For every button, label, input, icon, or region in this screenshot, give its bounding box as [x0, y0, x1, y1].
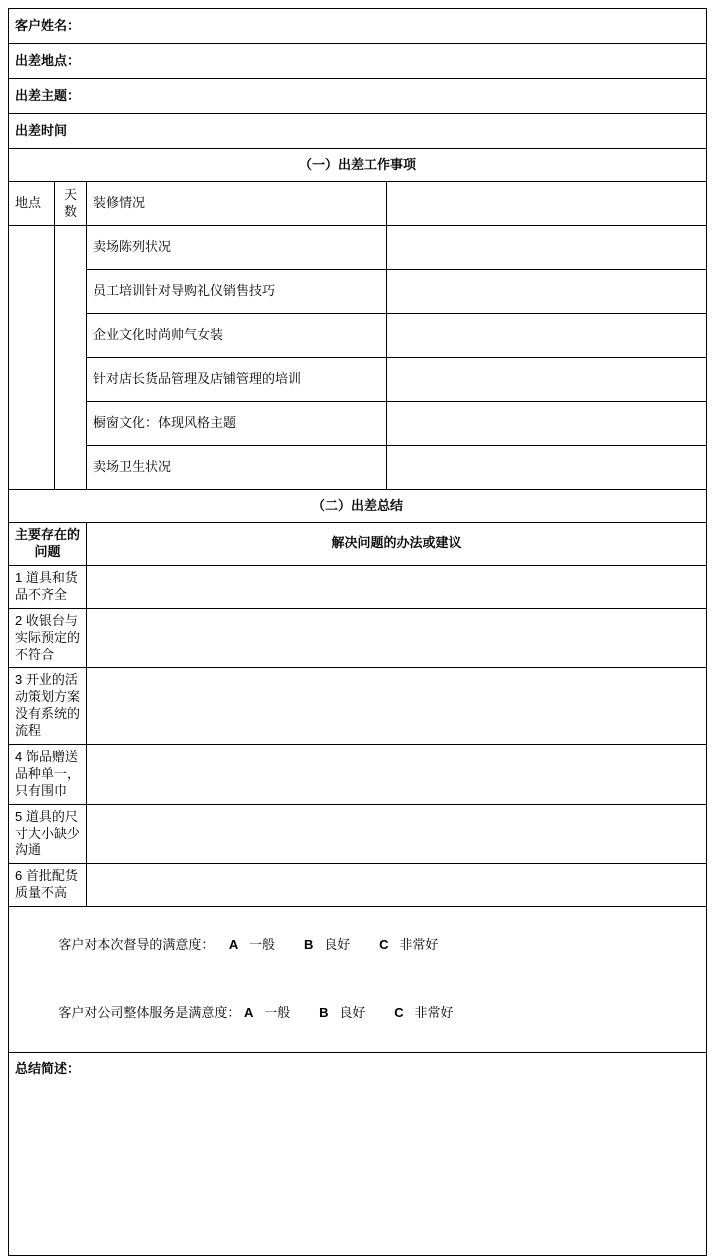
solution-input[interactable] — [87, 745, 707, 805]
section-one-title: （一）出差工作事项 — [9, 149, 707, 182]
field-row-travel-time — [9, 114, 707, 149]
satisfaction-label-supervision: 客户对本次督导的满意度： — [58, 937, 215, 953]
summary-label-row — [9, 1052, 707, 1087]
satisfaction-line-supervision — [15, 911, 700, 979]
summary-header-row — [9, 523, 707, 566]
work-item-row — [9, 182, 707, 226]
section-one-title-row — [9, 149, 707, 182]
work-item-row — [9, 226, 707, 270]
travel-time-label: 出差时间 — [15, 122, 68, 138]
place-input-cell[interactable] — [9, 226, 55, 490]
problem-text: 5 道具的尺寸大小缺少沟通 — [9, 804, 87, 864]
solution-input[interactable] — [87, 668, 707, 745]
work-item-row — [9, 402, 707, 446]
option-text-b[interactable]: 良好 — [324, 937, 351, 953]
problem-text: 3 开业的活动策划方案没有系统的流程 — [9, 668, 87, 745]
solution-input[interactable] — [87, 565, 707, 608]
table-row — [9, 804, 707, 864]
solution-input[interactable] — [87, 864, 707, 907]
work-item-label: 员工培训针对导购礼仪销售技巧 — [87, 270, 387, 314]
section-two-title: （二）出差总结 — [9, 490, 707, 523]
satisfaction-row — [9, 907, 707, 1053]
days-input-cell[interactable] — [55, 226, 87, 490]
work-item-label: 橱窗文化：体现风格主题 — [87, 402, 387, 446]
summary-input-row — [9, 1087, 707, 1256]
work-item-row — [9, 270, 707, 314]
field-row-customer-name — [9, 9, 707, 44]
column-header-solutions: 解决问题的办法或建议 — [87, 523, 707, 566]
option-key-c[interactable]: C — [394, 1005, 404, 1021]
work-item-label: 装修情况 — [87, 182, 387, 226]
solution-input[interactable] — [87, 804, 707, 864]
work-item-label: 卖场卫生状况 — [87, 446, 387, 490]
option-key-a[interactable]: A — [243, 1005, 254, 1021]
customer-name-label: 客户姓名： — [15, 17, 81, 33]
table-row — [9, 864, 707, 907]
work-item-label: 针对店长货品管理及店铺管理的培训 — [87, 358, 387, 402]
option-text-a[interactable]: 一般 — [249, 937, 276, 953]
work-item-label: 企业文化时尚帅气女装 — [87, 314, 387, 358]
travel-time-field[interactable] — [9, 114, 707, 149]
work-item-row — [9, 358, 707, 402]
travel-location-field[interactable] — [9, 44, 707, 79]
column-header-problems: 主要存在的问题 — [9, 523, 87, 566]
option-key-b[interactable]: B — [303, 937, 314, 953]
option-key-b[interactable]: B — [319, 1005, 329, 1021]
solution-input[interactable] — [87, 608, 707, 668]
table-row — [9, 608, 707, 668]
travel-report-form — [8, 8, 707, 1256]
option-text-c[interactable]: 非常好 — [414, 1005, 454, 1021]
section-two-title-row — [9, 490, 707, 523]
travel-topic-label: 出差主题： — [15, 87, 81, 103]
satisfaction-block[interactable] — [9, 907, 707, 1053]
option-key-a[interactable]: A — [228, 937, 239, 953]
travel-topic-field[interactable] — [9, 79, 707, 114]
work-item-note[interactable] — [387, 358, 707, 402]
work-item-note[interactable] — [387, 182, 707, 226]
work-item-note[interactable] — [387, 314, 707, 358]
work-item-note[interactable] — [387, 402, 707, 446]
table-row — [9, 745, 707, 805]
table-row — [9, 668, 707, 745]
field-row-travel-location — [9, 44, 707, 79]
option-key-c[interactable]: C — [379, 937, 389, 953]
customer-name-field[interactable] — [9, 9, 707, 44]
problem-text: 4 饰品赠送品种单一，只有围巾 — [9, 745, 87, 805]
work-item-note[interactable] — [387, 226, 707, 270]
work-item-row — [9, 314, 707, 358]
work-item-note[interactable] — [387, 270, 707, 314]
field-row-travel-topic — [9, 79, 707, 114]
option-text-a[interactable]: 一般 — [264, 1005, 291, 1021]
work-item-note[interactable] — [387, 446, 707, 490]
column-header-place: 地点 — [9, 182, 55, 226]
problem-text: 2 收银台与实际预定的不符合 — [9, 608, 87, 668]
table-row — [9, 565, 707, 608]
work-item-row — [9, 446, 707, 490]
problem-text: 6 首批配货质量不高 — [9, 864, 87, 907]
option-text-b[interactable]: 良好 — [339, 1005, 366, 1021]
column-header-days: 天数 — [55, 182, 87, 226]
work-item-label: 卖场陈列状况 — [87, 226, 387, 270]
option-text-c[interactable]: 非常好 — [399, 937, 439, 953]
problem-text: 1 道具和货品不齐全 — [9, 565, 87, 608]
summary-label: 总结简述： — [9, 1052, 707, 1087]
summary-input[interactable] — [9, 1087, 707, 1256]
travel-location-label: 出差地点： — [15, 52, 81, 68]
satisfaction-label-company-service: 客户对公司整体服务是满意度： — [58, 1005, 241, 1021]
